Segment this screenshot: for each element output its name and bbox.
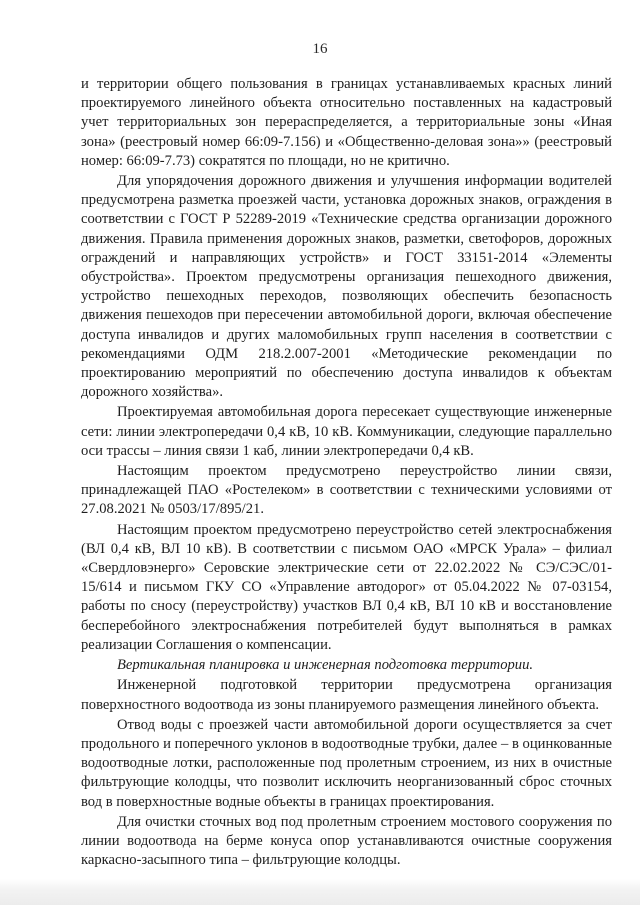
- paragraph-territory-zones: и территории общего пользования в границах устанавливаемых красных линий проектируемого линейного объекта относительно поставленных на кадастровый учет территориальных зон перераспределяется, а территориальные зоны «Иная зона» (реестровый номер 66:09-7.156) и «Общественно-деловая зона»» (реестровый номер: 66:09-7.73) сократятся по площади, но не критично.: [81, 76, 612, 169]
- paragraph-power-lines: Настоящим проектом предусмотрено переустройство сетей электроснабжения (ВЛ 0,4 кВ, ВЛ 10 кВ). В соответствии с письмом ОАО «МРСК Урала» – филиал «Свердловэнерго» Серовские электрические сети от 22.02.2022 № СЭ/СЭС/01-15/614 и письмом ГКУ СО «Управление автодорог» от 05.04.2022 № 07-03154, работы по сносу (переустройству) участков ВЛ 0,4 кВ, ВЛ 10 кВ и восстановление бесперебойного электроснабжения потребителей будут выполняться в рамках реализации Соглашения о компенсации.: [81, 521, 612, 653]
- document-body: [81, 75, 612, 871]
- page-number: 16: [312, 41, 328, 57]
- paragraph-surface-drainage: Инженерной подготовкой территории предусмотрена организация поверхностного водоотвода из зоны планируемого размещения линейного объекта.: [81, 677, 612, 713]
- paragraph-traffic-organization: Для упорядочения дорожного движения и улучшения информации водителей предусмотрена разметка проезжей части, установка дорожных знаков, ограждения в соответствии с ГОСТ Р 52289-2019 «Технические средства организации дорожного движения. Правила применения дорожных знаков, разметки, светофоров, дорожных ограждений и направляющих устройств» и ГОСТ 33151-2014 «Элементы обустройства». Проектом предусмотрены организация пешеходного движения, устройство пешеходных переходов, позволяющих обеспечить безопасность движения пешеходов при пересечении автомобильной дороги, включая обеспечение доступа инвалидов и других маломобильных групп населения в соответствии с рекомендациями ОДМ 218.2.007-2001 «Методические рекомендации по проектированию мероприятий по обеспечению доступа инвалидов к объектам дорожного хозяйства».: [81, 173, 612, 401]
- paragraph-engineering-networks: Проектируемая автомобильная дорога пересекает существующие инженерные сети: линии электропередачи 0,4 кВ, 10 кВ. Коммуникации, следующие параллельно оси трассы – линия связи 1 каб, линии электропередачи 0,4 кВ.: [81, 404, 612, 459]
- paragraph-rostelecom-line: Настоящим проектом предусмотрено переустройство линии связи, принадлежащей ПАО «Ростелеком» в соответствии с техническими условиями от 27.08.2021 № 0503/17/895/21.: [81, 463, 612, 518]
- paragraph-wastewater-treatment: Для очистки сточных вод под пролетным строением мостового сооружения по линии водоотвода на берме конуса опор устанавливаются очистные сооружения каркасно-засыпного типа – фильтрующие колодцы.: [81, 813, 612, 869]
- paragraph-water-runoff: Отвод воды с проезжей части автомобильной дороги осуществляется за счет продольного и поперечного уклонов в водоотводные трубки, далее – в оцинкованные водоотводные лотки, расположенные под пролетным строением, из них в очистные фильтрующие колодцы, что позволит исключить неорганизованный сброс сточных вод в поверхностные водные объекты в границах проектирования.: [81, 716, 612, 810]
- scan-bottom-edge: [0, 879, 640, 905]
- section-heading-vertical-planning: Вертикальная планировка и инженерная подготовка территории.: [117, 657, 534, 674]
